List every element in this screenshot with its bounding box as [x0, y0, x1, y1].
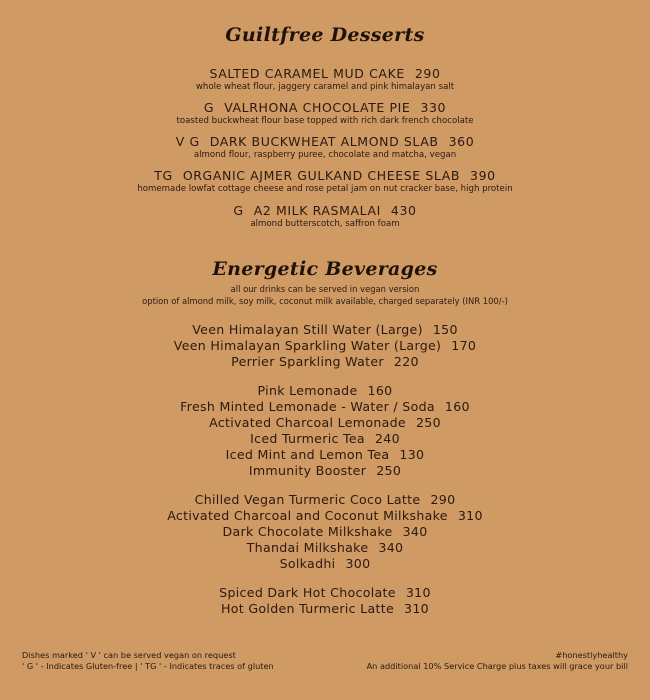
dessert-tag: G [233, 203, 244, 218]
beverage-price: 170 [451, 338, 477, 353]
dessert-price: 360 [448, 134, 475, 149]
beverage-name: Activated Charcoal Lemonade [209, 415, 406, 430]
beverage-item [0, 463, 650, 479]
dessert-name: A2 MILK RASMALAI [253, 203, 381, 218]
beverage-item [0, 524, 650, 540]
dessert-name: ORGANIC AJMER GULKAND CHEESE SLAB [182, 168, 461, 183]
service-charge-note: An additional 10% Service Charge plus taxes will grace your bill [366, 661, 628, 671]
beverage-price: 160 [367, 383, 393, 398]
dessert-tag: TG [154, 168, 173, 183]
beverage-price: 250 [415, 415, 441, 430]
beverage-price: 340 [402, 524, 428, 539]
dessert-price: 290 [414, 66, 441, 81]
beverage-name: Pink Lemonade [257, 383, 358, 398]
beverage-price: 130 [399, 447, 425, 462]
beverage-name: Immunity Booster [248, 463, 367, 478]
beverage-item [0, 383, 650, 399]
dessert-item [0, 168, 650, 195]
dessert-tag: G [203, 100, 215, 115]
dessert-item [0, 134, 650, 161]
dessert-name: DARK BUCKWHEAT ALMOND SLAB [209, 134, 439, 149]
beverage-price: 300 [345, 556, 371, 571]
dessert-name: VALRHONA CHOCOLATE PIE [224, 100, 411, 115]
dessert-description: homemade lowfat cottage cheese and rose petal jam on nut cracker base, high protein [137, 184, 513, 194]
beverage-item [0, 354, 650, 370]
footer-legend [22, 650, 274, 672]
beverage-name: Activated Charcoal and Coconut Milkshake [167, 508, 448, 523]
beverage-price: 220 [393, 354, 419, 369]
dessert-tag: V G [175, 134, 200, 149]
beverage-item [0, 492, 650, 508]
beverage-name: Perrier Sparkling Water [231, 354, 384, 369]
beverage-name: Solkadhi [279, 556, 336, 571]
beverage-item [0, 508, 650, 524]
beverage-price: 150 [432, 322, 458, 337]
vegan-legend: Dishes marked ' V ' can be served vegan on request [22, 650, 236, 660]
beverage-name: Iced Turmeric Tea [250, 431, 365, 446]
beverage-item [0, 415, 650, 431]
dessert-item [0, 66, 650, 93]
dessert-name: SALTED CARAMEL MUD CAKE [209, 66, 405, 81]
vegan-note: all our drinks can be served in vegan version [230, 284, 420, 294]
beverage-price: 160 [444, 399, 470, 414]
beverage-price: 340 [378, 540, 404, 555]
dessert-item [0, 203, 650, 230]
dessert-price: 330 [420, 100, 447, 115]
beverage-price: 290 [430, 492, 456, 507]
gluten-legend: ' G ' - Indicates Gluten-free | ' TG ' - Indicates traces of gluten [22, 661, 274, 671]
dessert-description: almond flour, raspberry puree, chocolate and matcha, vegan [193, 150, 457, 160]
hashtag: #honestlyhealthy [555, 650, 628, 660]
desserts-title: Guiltfree Desserts [225, 24, 425, 46]
dessert-description: whole wheat flour, jaggery caramel and pink himalayan salt [195, 82, 455, 92]
milk-option-note: option of almond milk, soy milk, coconut milk available, charged separately (INR 100/-) [142, 296, 508, 306]
dessert-description: toasted buckwheat flour base topped with rich dark french chocolate [176, 116, 474, 126]
beverage-item [0, 601, 650, 617]
dessert-description: almond butterscotch, saffron foam [250, 219, 400, 229]
beverage-price: 310 [404, 601, 429, 616]
beverage-item [0, 431, 650, 447]
beverage-name: Veen Himalayan Still Water (Large) [192, 322, 423, 337]
beverage-price: 310 [457, 508, 483, 523]
footer-info [367, 650, 628, 672]
beverage-name: Thandai Milkshake [246, 540, 369, 555]
beverage-item [0, 540, 650, 556]
beverage-item [0, 447, 650, 463]
beverage-price: 240 [374, 431, 400, 446]
beverage-item [0, 399, 650, 415]
beverage-name: Dark Chocolate Milkshake [222, 524, 393, 539]
beverage-item [0, 322, 650, 338]
dessert-price: 390 [470, 168, 496, 183]
beverage-item [0, 338, 650, 354]
beverage-item [0, 585, 650, 601]
dessert-item [0, 100, 650, 127]
beverage-name: Iced Mint and Lemon Tea [225, 447, 390, 462]
beverage-price: 310 [405, 585, 431, 600]
beverage-name: Veen Himalayan Sparkling Water (Large) [173, 338, 442, 353]
beverage-item [0, 556, 650, 572]
beverage-name: Spiced Dark Hot Chocolate [219, 585, 396, 600]
beverages-title: Energetic Beverages [212, 258, 438, 280]
beverage-price: 250 [376, 463, 402, 478]
beverage-name: Fresh Minted Lemonade - Water / Soda [180, 399, 435, 414]
beverage-name: Chilled Vegan Turmeric Coco Latte [194, 492, 421, 507]
dessert-price: 430 [390, 203, 417, 218]
beverage-name: Hot Golden Turmeric Latte [221, 601, 395, 616]
